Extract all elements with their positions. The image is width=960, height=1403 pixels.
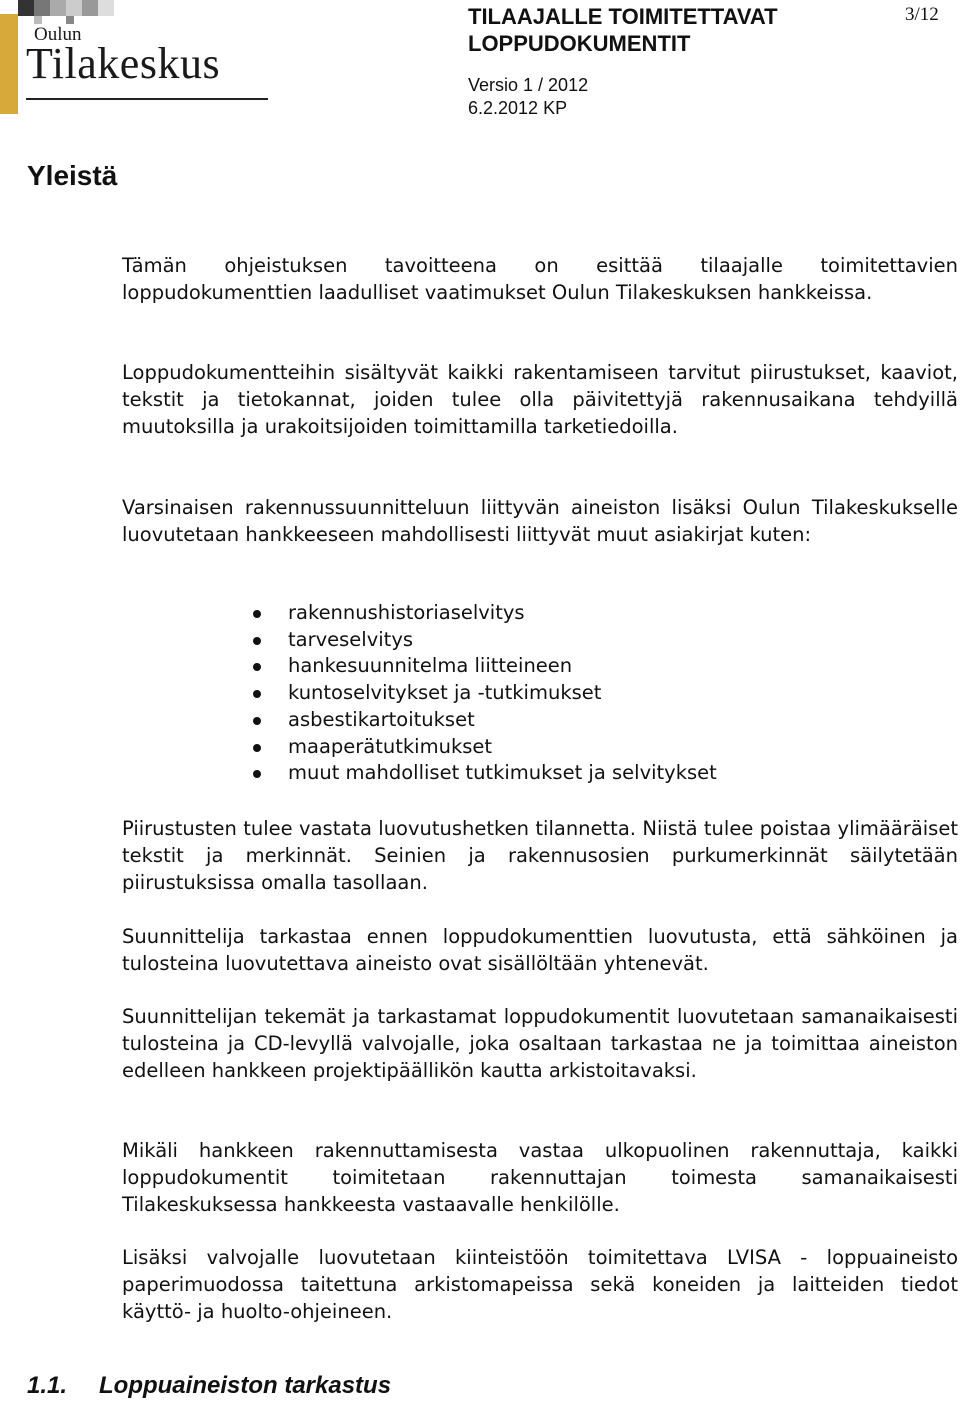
logo-pixel-squares [18, 0, 118, 20]
list-item: asbestikartoitukset [250, 707, 717, 734]
logo-accent-bar [0, 14, 18, 114]
document-date: 6.2.2012 KP [468, 98, 568, 118]
list-item: rakennushistoriaselvitys [250, 600, 717, 627]
section-heading: Yleistä [27, 160, 118, 191]
paragraph-additional: Varsinaisen rakennussuunnitteluun liittyvän aineiston lisäksi Oulun Tilakeskukselle luovutetaan hankkeeseen mahdollisesti liittyvät muut asiakirjat kuten: [122, 496, 958, 546]
document-title [468, 3, 778, 57]
paragraph-intro: Tämän ohjeistuksen tavoitteena on esittää tilaajalle toimitettavien loppudokumenttien laadulliset vaatimukset Oulun Tilakeskuksen hankkeissa. [122, 254, 958, 304]
subsection-heading [27, 1372, 391, 1400]
logo-underline [26, 98, 268, 100]
document-list [250, 600, 717, 787]
list-item: hankesuunnitelma liitteineen [250, 653, 717, 680]
document-version-block [468, 74, 588, 120]
list-item: muut mahdolliset tutkimukset ja selvitykset [250, 760, 717, 787]
paragraph-designer-check: Suunnittelija tarkastaa ennen loppudokumenttien luovutusta, että sähköinen ja tulosteina luovutettava aineisto ovat sisällöltään yhtenevät. [122, 925, 958, 975]
list-item: tarveselvitys [250, 627, 717, 654]
organization-logo [0, 0, 290, 118]
subsection-number: 1.1. [27, 1372, 68, 1399]
paragraph-lvisa: Lisäksi valvojalle luovutetaan kiinteistöön toimitettava LVISA - loppuaineisto paperimuodossa taitettuna arkistomapeissa sekä koneiden ja laitteiden tiedot käyttö- ja huolto-ohjeineen. [122, 1246, 958, 1323]
document-title-line1: TILAAJALLE TOIMITETTAVAT [468, 4, 778, 29]
paragraph-external-developer: Mikäli hankkeen rakennuttamisesta vastaa ulkopuolinen rakennuttaja, kaikki loppudokumentit toimitetaan rakennuttajan toimesta samanaikaisesti Tilakeskuksessa hankkeesta vastaavalle henkilölle. [122, 1139, 958, 1216]
subsection-title: Loppuaineiston tarkastus [99, 1372, 392, 1399]
document-version: Versio 1 / 2012 [468, 75, 589, 95]
paragraph-delivery: Suunnittelijan tekemät ja tarkastamat loppudokumentit luovutetaan samanaikaisesti tulosteina ja CD-levyllä valvojalle, joka osaltaan tarkastaa ne ja toimittaa aineiston edelleen hankkeen projektipäällikön kautta arkistoitavaksi. [122, 1005, 958, 1082]
paragraph-drawings: Piirustusten tulee vastata luovutushetken tilannetta. Niistä tulee poistaa ylimääräiset tekstit ja merkinnät. Seinien ja rakennusosien purkumerkinnät säilytetään piirustuksissa omalla tasollaan. [122, 817, 958, 894]
page-number: 3/12 [905, 4, 939, 25]
list-item: kuntoselvitykset ja -tutkimukset [250, 680, 717, 707]
logo-small-text: Oulun [34, 24, 82, 45]
logo-wordmark: Tilakeskus [26, 39, 221, 88]
document-title-line2: LOPPUDOKUMENTIT [468, 31, 691, 56]
list-item: maaperätutkimukset [250, 734, 717, 761]
paragraph-contents: Loppudokumentteihin sisältyvät kaikki rakentamiseen tarvitut piirustukset, kaaviot, tekstit ja tietokannat, joiden tulee olla päivitettyjä rakennusaikana tehdyillä muutoksilla ja urakoitsijoiden toimittamilla tarketiedoilla. [122, 361, 958, 438]
